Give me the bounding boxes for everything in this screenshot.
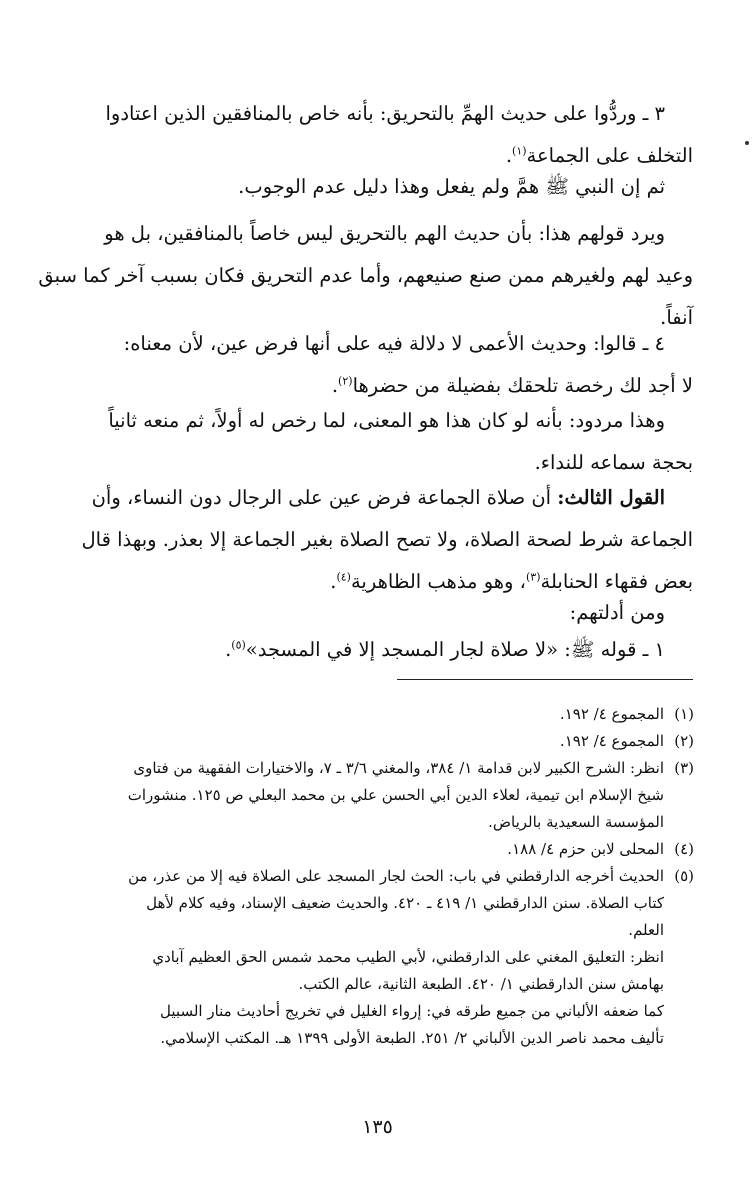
paragraph-rebuttal-3 (68, 93, 693, 177)
text-line: ١ ـ قوله ﷺ: «لا صلاة لجار المسجد إلا في المسجد»$^{(٥)}$. (225, 638, 665, 661)
footnote-text: انظر: التعليق المغني على الدارقطني، لأبي الطيب محمد شمس الحق العظيم آبادي (152, 948, 664, 966)
text-line (68, 477, 693, 519)
text-span: لا أجد لك رخصة تلحقك بفضيلة من حضرها (352, 374, 693, 397)
page-number: ١٣٥ (362, 1116, 393, 1138)
footnote-ref: (٤) (336, 570, 351, 584)
footnote-number: (٤) (674, 840, 694, 858)
text-line: بحجة سماعه للنداء. (534, 451, 693, 474)
footnote-separator (397, 679, 693, 680)
footnote-text: شيخ الإسلام ابن تيمية، لعلاء الدين أبي الحسن علي بن محمد البعلي ص ١٢٥. منشورات (127, 786, 664, 804)
text-line: التخلف على الجماعة$^{(١)}$. (505, 144, 693, 167)
text-span: ، وهو مذهب الظاهرية (350, 570, 526, 593)
text-line: ٣ ـ وردُّوا على حديث الهمِّ بالتحريق: بأنه خاص بالمنافقين الذين اعتادوا (105, 102, 665, 125)
footnote-text: كتاب الصلاة. سنن الدارقطني ١/ ٤١٩ ـ ٤٢٠. والحديث ضعيف الإسناد، وفيه كلام لأهل (146, 894, 664, 912)
footnote-text: بهامش سنن الدارقطني ١/ ٤٢٠. الطبعة الثانية، عالم الكتب. (298, 975, 664, 993)
section-label: القول الثالث: (557, 486, 665, 509)
text-line: وعيد لهم ولغيرهم ممن صنع صنيعهم، وأما عدم التحريق فكان بسبب آخر كما سبق (38, 264, 693, 287)
paragraph-refuted (68, 400, 693, 484)
text-line: آنفاً. (660, 306, 693, 329)
footnote-text: العلم. (628, 921, 664, 939)
footnote-number: (٢) (674, 732, 694, 750)
text-line: بعض فقهاء الحنابلة$^{(٣)}$، وهو مذهب الظاهرية$^{(٤)}$. (330, 570, 693, 593)
footnote-text: تأليف محمد ناصر الدين الألباني ٢/ ٢٥١. الطبعة الأولى ١٣٩٩ هـ. المكتب الإسلامي. (160, 1029, 664, 1047)
text-span: ١ ـ قوله ﷺ: «لا صلاة لجار المسجد إلا في المسجد» (245, 638, 665, 661)
paragraph-third-opinion (68, 477, 693, 603)
footnote-text: المجموع ٤/ ١٩٢. (559, 705, 664, 723)
footnote-ref: (١) (512, 144, 527, 158)
text-span: أن صلاة الجماعة فرض عين على الرجال دون النساء، وأن (91, 486, 558, 509)
paragraph-reply (38, 213, 693, 339)
footnote-text: الحديث أخرجه الدارقطني في باب: الحث لجار المسجد على الصلاة فيه إلا من عذر، من (128, 867, 664, 885)
text-line: ٤ ـ قالوا: وحديث الأعمى لا دلالة فيه على أنها فرض عين، لأن معناه: (123, 332, 665, 355)
text-line: الجماعة شرط لصحة الصلاة، ولا تصح الصلاة بغير الجماعة إلا بعذر. وبهذا قال (81, 528, 693, 551)
footnote-5 (58, 863, 694, 1052)
paragraph-no-obligation (68, 166, 693, 208)
footnote-4 (58, 836, 694, 863)
footnote-text: المؤسسة السعيدية بالرياض. (488, 813, 664, 831)
footnote-number: (٥) (674, 867, 694, 885)
footnote-2 (58, 728, 694, 755)
footnote-text: المحلى لابن حزم ٤/ ١٨٨. (507, 840, 664, 858)
text-line: وهذا مردود: بأنه لو كان هذا هو المعنى، لما رخص له أولاً، ثم منعه ثانياً (108, 409, 665, 432)
footnote-3 (58, 755, 694, 836)
footnote-number: (٣) (674, 759, 694, 777)
footnote-ref: (٢) (338, 374, 353, 388)
text-line: ويرد قولهم هذا: بأن حديث الهم بالتحريق ليس خاصاً بالمنافقين، بل هو (104, 222, 665, 245)
paragraph-blind-hadith (68, 323, 693, 407)
text-line: ثم إن النبي ﷺ همَّ ولم يفعل وهذا دليل عدم الوجوب. (238, 175, 665, 198)
footnote-text: المجموع ٤/ ١٩٢. (559, 732, 664, 750)
footnote-ref: (٥) (231, 638, 246, 652)
paragraph-evidence-1 (68, 629, 693, 671)
text-span: التخلف على الجماعة (526, 144, 693, 167)
footnote-text: انظر: الشرح الكبير لابن قدامة ١/ ٣٨٤، والمغني ٣/٦ ـ ٧، والاختيارات الفقهية من فتاوى (133, 759, 664, 777)
text-line: لا أجد لك رخصة تلحقك بفضيلة من حضرها$^{(٢)}$. (331, 374, 693, 397)
footnote-ref: (٣) (525, 570, 541, 584)
footnote-text: كما ضعفه الألباني من جميع طرقه في: إرواء الغليل في تخريج أحاديث منار السبيل (160, 1002, 664, 1020)
paragraph-evidence-heading (68, 592, 693, 634)
margin-dot (745, 141, 749, 145)
text-line: ومن أدلتهم: (569, 601, 665, 624)
footnote-1 (58, 701, 694, 728)
text-span: بعض فقهاء الحنابلة (540, 570, 693, 593)
footnote-number: (١) (674, 705, 694, 723)
